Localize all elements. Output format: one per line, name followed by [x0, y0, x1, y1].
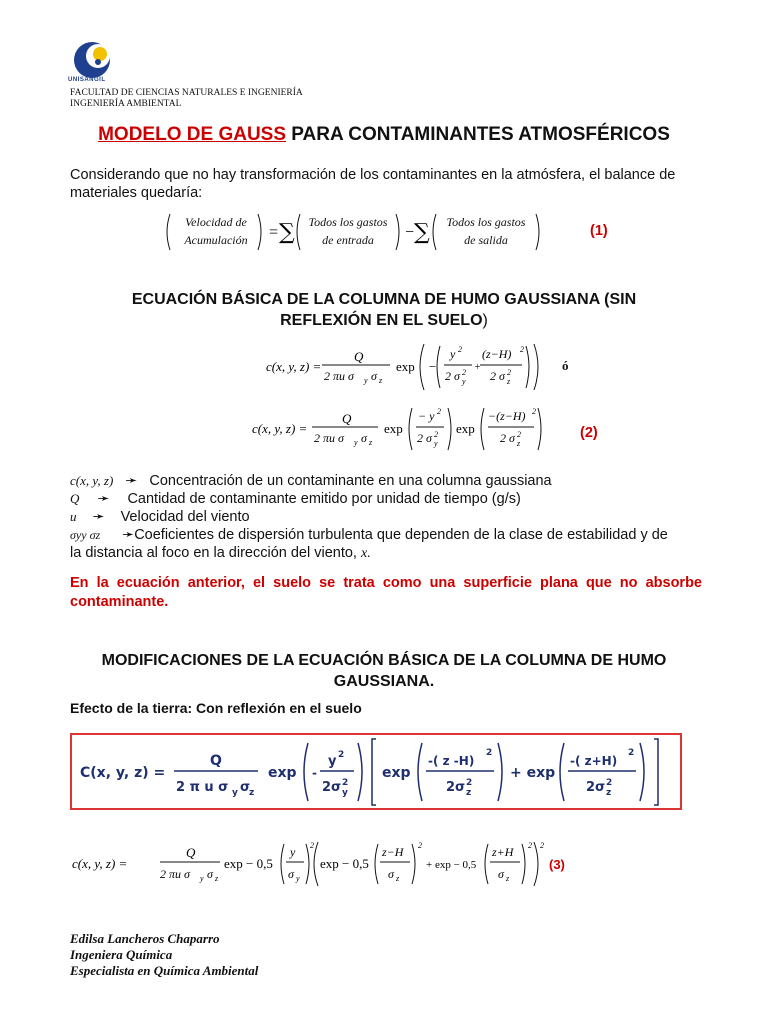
svg-text:+ exp: + exp — [510, 765, 556, 781]
svg-text:y: y — [364, 376, 368, 385]
equation-number-2: (2) — [580, 425, 598, 441]
svg-text:2: 2 — [486, 748, 493, 758]
svg-text:σ: σ — [498, 867, 504, 881]
definition-text: Coeficientes de dispersión turbulenta que dependen de la clase de estabilidad y de — [134, 527, 668, 543]
section1-line1: ECUACIÓN BÁSICA DE LA COLUMNA DE HUMO GAUSSIANA (SIN — [131, 291, 637, 308]
svg-text:2σ: 2σ — [586, 780, 606, 795]
svg-text:exp: exp — [382, 765, 411, 781]
svg-text:2 π u σ: 2 π u σ — [176, 780, 229, 795]
svg-text:2: 2 — [606, 778, 613, 788]
author-name: Edilsa Lancheros Chaparro — [70, 931, 220, 946]
faculty-name: FACULTAD DE CIENCIAS NATURALES E INGENIERÍA — [70, 88, 303, 98]
svg-text:−: − — [428, 359, 437, 374]
svg-text:-: - — [312, 766, 317, 780]
svg-text:z: z — [396, 874, 400, 883]
section1-line2-wrap — [0, 310, 768, 331]
svg-text:z−H: z−H — [382, 845, 404, 859]
svg-text:2: 2 — [520, 345, 524, 354]
svg-text:∑: ∑ — [414, 220, 430, 245]
definition-text: Concentración de un contaminante en una columna gaussiana — [149, 473, 552, 489]
equation-3 — [70, 838, 560, 890]
svg-text:σ: σ — [388, 867, 394, 881]
svg-text:2: 2 — [532, 407, 536, 416]
svg-text:2: 2 — [540, 841, 544, 850]
page-title — [0, 124, 768, 146]
svg-text:Q: Q — [342, 411, 352, 426]
arrow-icon: ➛ — [125, 473, 138, 489]
svg-text:2: 2 — [434, 430, 438, 439]
svg-text:2: 2 — [458, 345, 462, 354]
svg-text:Q: Q — [354, 349, 364, 364]
svg-text:y: y — [290, 845, 296, 859]
svg-text:exp: exp — [396, 359, 415, 374]
subheading-reflection: Efecto de la tierra: Con reflexión en el suelo — [70, 700, 362, 716]
author-specialty: Especialista en Química Ambiental — [70, 963, 259, 978]
svg-text:y: y — [328, 754, 337, 769]
svg-text:c(x, y, z) =: c(x, y, z) = — [266, 359, 322, 374]
svg-text:2: 2 — [466, 778, 473, 788]
section1-line2-end: ) — [482, 312, 488, 329]
svg-text:2: 2 — [418, 841, 422, 850]
eq1-term-b-line2: de entrada — [322, 233, 374, 247]
svg-text:2: 2 — [437, 407, 441, 416]
definition-cont-text: la distancia al foco en la dirección del viento, — [70, 545, 361, 561]
eq1-term-accumulation — [174, 213, 258, 249]
svg-text:y: y — [200, 874, 204, 883]
svg-text:2: 2 — [338, 750, 345, 760]
intro-paragraph: Considerando que no hay transformación de los contaminantes en la atmósfera, el balance de materiales quedaría: — [70, 167, 676, 201]
definition-symbol: Q — [70, 491, 80, 506]
svg-text:2σ: 2σ — [322, 780, 342, 795]
equation-basic-b — [250, 402, 560, 456]
svg-text:2σ: 2σ — [446, 780, 466, 795]
program-name: INGENIERÍA AMBIENTAL — [70, 99, 182, 109]
svg-text:2 σ: 2 σ — [500, 431, 515, 445]
svg-text:2: 2 — [462, 368, 466, 377]
section2-line2: GAUSSIANA. — [333, 673, 435, 690]
svg-text:σ: σ — [288, 867, 294, 881]
svg-text:exp − 0,5: exp − 0,5 — [320, 856, 369, 871]
svg-text:− y: − y — [418, 409, 435, 423]
definitions-list — [70, 472, 710, 563]
svg-text:z: z — [215, 874, 219, 883]
svg-text:2 σ: 2 σ — [445, 369, 460, 383]
svg-text:y: y — [342, 788, 348, 798]
institution-header — [70, 88, 303, 110]
svg-text:σ: σ — [240, 780, 251, 795]
logo-text: UNISANGIL — [68, 77, 106, 83]
svg-text:Q: Q — [186, 845, 196, 860]
svg-text:+ exp − 0,5: + exp − 0,5 — [426, 859, 477, 871]
svg-text:2 πu σ: 2 πu σ — [314, 431, 344, 445]
or-label: ó — [562, 358, 569, 373]
svg-text:z: z — [506, 874, 510, 883]
definition-symbol: u — [70, 509, 77, 524]
svg-text:2: 2 — [507, 368, 511, 377]
section1-line2: REFLEXIÓN EN EL SUELO — [280, 312, 483, 329]
svg-text:z+H: z+H — [492, 845, 514, 859]
svg-text:=: = — [268, 224, 279, 241]
svg-text:2: 2 — [310, 841, 314, 850]
eq1-term-a-line2: Acumulación — [184, 233, 248, 247]
eq1-term-c-line1: Todos los gastos — [446, 215, 526, 229]
svg-text:c(x, y, z) =: c(x, y, z) = — [72, 856, 128, 871]
svg-text:2: 2 — [517, 430, 521, 439]
section-heading-basic — [0, 289, 768, 331]
svg-text:−: − — [404, 224, 415, 241]
eq1-term-outputs — [436, 213, 536, 249]
title-red-part: MODELO DE GAUSS — [98, 124, 287, 145]
arrow-icon: ➛ — [97, 491, 110, 507]
equation-basic-a — [250, 340, 570, 394]
title-rest: PARA CONTAMINANTES ATMOSFÉRICOS — [286, 124, 670, 145]
arrow-icon: ➛ — [122, 527, 135, 543]
svg-text:σ: σ — [361, 431, 367, 445]
svg-text:y: y — [450, 347, 456, 361]
svg-text:(z−H): (z−H) — [482, 347, 512, 361]
svg-text:2 σ: 2 σ — [490, 369, 505, 383]
svg-text:y: y — [434, 439, 438, 448]
arrow-icon: ➛ — [92, 509, 105, 525]
svg-text:z: z — [249, 788, 255, 798]
definition-item — [70, 490, 710, 508]
svg-text:Q: Q — [210, 753, 222, 769]
definition-item — [70, 472, 710, 490]
svg-text:σ: σ — [371, 369, 377, 383]
svg-text:z: z — [466, 788, 472, 798]
definition-text: Velocidad del viento — [120, 509, 250, 525]
eq1-term-b-line1: Todos los gastos — [308, 215, 388, 229]
section2-line1: MODIFICACIONES DE LA ECUACIÓN BÁSICA DE LA COLUMNA DE HUMO — [101, 652, 667, 669]
svg-text:2 πu σ: 2 πu σ — [324, 369, 354, 383]
svg-text:2: 2 — [528, 841, 532, 850]
svg-text:z: z — [369, 438, 373, 447]
definition-continuation — [70, 544, 710, 563]
svg-text:z: z — [379, 376, 383, 385]
svg-text:C(x, y, z) =: C(x, y, z) = — [80, 765, 166, 781]
svg-text:−(z−H): −(z−H) — [488, 409, 526, 423]
svg-text:∑: ∑ — [279, 220, 295, 245]
svg-text:y: y — [232, 788, 238, 798]
definition-cont-x: x. — [360, 546, 371, 561]
svg-text:exp: exp — [268, 765, 297, 781]
svg-text:2: 2 — [628, 748, 635, 758]
svg-text:2: 2 — [342, 778, 349, 788]
section-heading-modifications — [0, 650, 768, 692]
definition-text: Cantidad de contaminante emitido por unidad de tiempo (g/s) — [127, 491, 521, 507]
svg-text:exp: exp — [456, 421, 475, 436]
svg-text:y: y — [296, 874, 300, 883]
svg-text:2 σ: 2 σ — [417, 431, 432, 445]
author-signature — [70, 931, 258, 979]
svg-text:σ: σ — [207, 867, 213, 881]
svg-text:z: z — [606, 788, 612, 798]
svg-text:+: + — [474, 362, 481, 373]
svg-text:-( z -H): -( z -H) — [428, 754, 475, 768]
definition-symbol: c(x, y, z) — [70, 473, 114, 488]
definition-item — [70, 526, 710, 544]
eq1-term-inputs — [300, 213, 396, 249]
svg-text:exp: exp — [384, 421, 403, 436]
definition-item — [70, 508, 710, 526]
eq1-term-a-line1: Velocidad de — [185, 215, 247, 229]
author-title: Ingeniera Química — [70, 947, 173, 962]
definition-symbol: σyy σz — [70, 528, 101, 542]
eq1-term-c-line2: de salida — [464, 233, 508, 247]
svg-text:exp − 0,5: exp − 0,5 — [224, 856, 273, 871]
equation-number-1: (1) — [590, 223, 608, 239]
svg-text:c(x, y, z) =: c(x, y, z) = — [252, 421, 308, 436]
equation-number-3: (3) — [549, 857, 565, 872]
boxed-equation — [70, 733, 682, 810]
svg-text:2 πu σ: 2 πu σ — [160, 867, 190, 881]
svg-text:-( z+H): -( z+H) — [570, 754, 618, 768]
note-ground-plane: En la ecuación anterior, el suelo se trata como una superficie plana que no absorbe contaminante. — [70, 575, 702, 610]
svg-text:y: y — [462, 377, 466, 386]
svg-text:y: y — [354, 438, 358, 447]
svg-text:z: z — [507, 377, 511, 386]
svg-text:z: z — [517, 439, 521, 448]
